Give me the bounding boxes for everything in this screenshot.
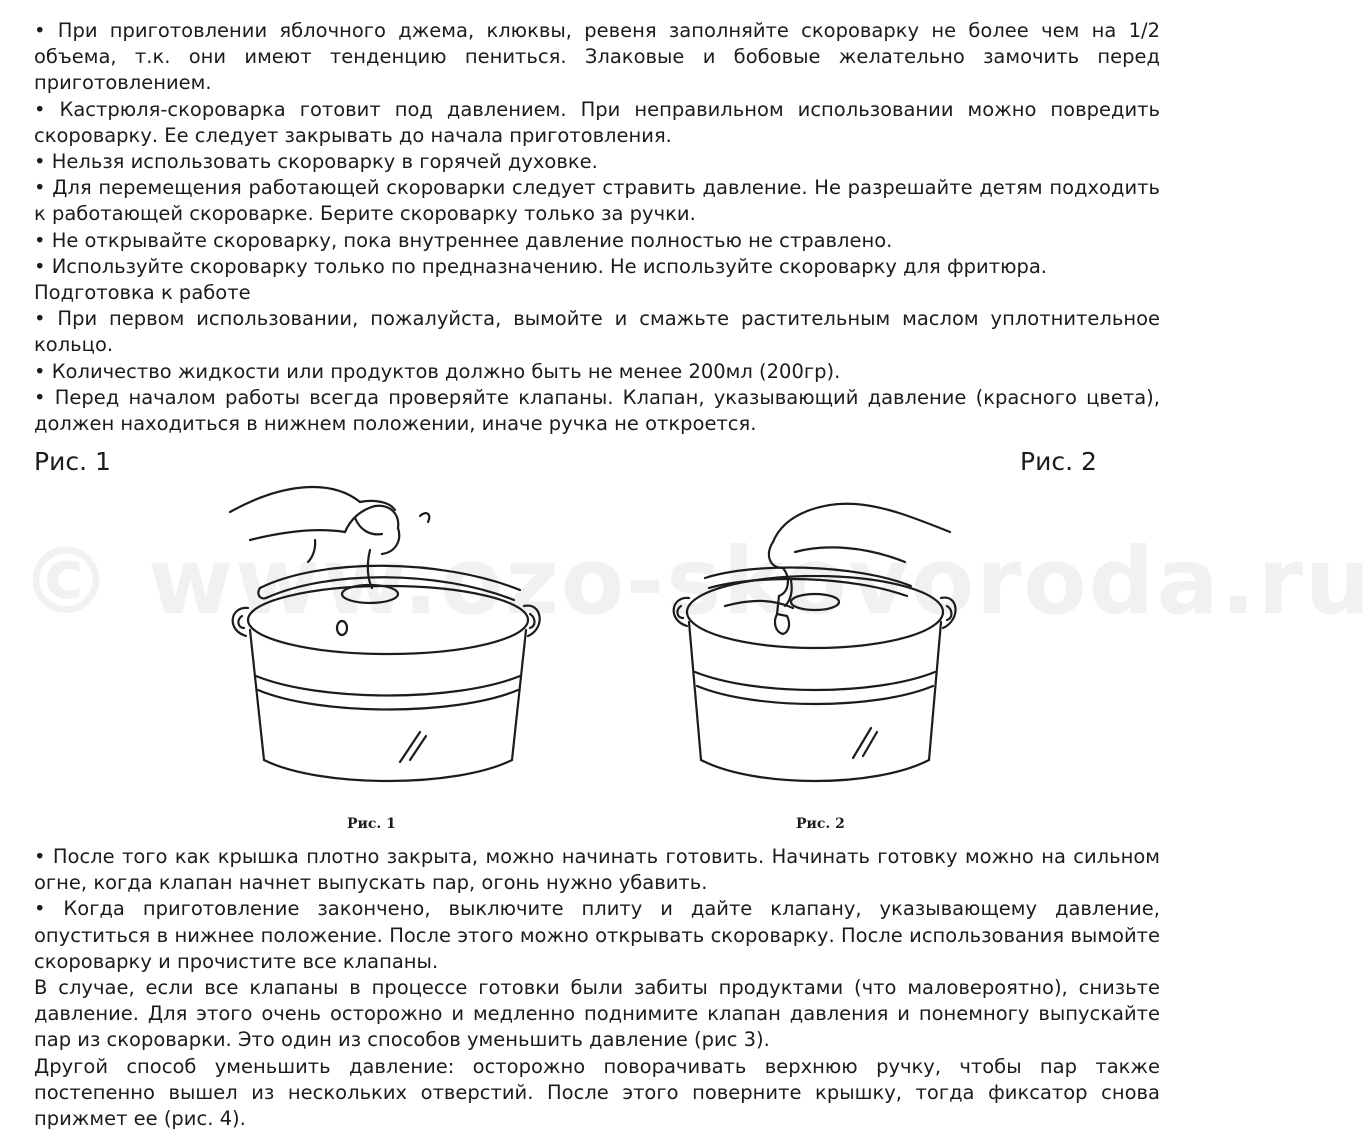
figure-label-right: Рис. 2 <box>1020 447 1097 476</box>
paragraph-first-use: • При первом использовании, пожалуйста, вымойте и смажьте растительным маслом уплотнительное кольцо. <box>34 307 1160 357</box>
figure-1-pressure-cooker-illustration <box>220 470 550 810</box>
top-text-block <box>34 18 1160 437</box>
paragraph-purpose: • Используйте скороварку только по предназначению. Не используйте скороварку для фритюра. <box>34 254 1048 278</box>
figure-2-caption: Рис. 2 <box>796 816 845 832</box>
bottom-text-block <box>34 844 1160 1132</box>
paragraph-start-cooking: • После того как крышка плотно закрыта, можно начинать готовить. Начинать готовку можно на сильном огне, когда клапан начнет выпускать пар, огонь нужно убавить. <box>34 845 1160 895</box>
paragraph-valves: • Перед началом работы всегда проверяйте клапаны. Клапан, указывающий давление (красного цвета), должен находиться в нижнем положении, иначе ручка не откроется. <box>34 385 1160 436</box>
figure-label-left: Рис. 1 <box>34 447 111 476</box>
watermark: © www.ozo-skovoroda.ru <box>20 528 1372 635</box>
paragraph-opening: • Не открывайте скороварку, пока внутреннее давление полностью не стравлено. <box>34 228 893 252</box>
figure-1-caption: Рис. 1 <box>347 816 396 832</box>
paragraph-finish-cooking: • Когда приготовление закончено, выключите плиту и дайте клапану, указывающему давление, опуститься в нижнее положение. После этого можно открывать скороварку. После использования вымойте скороварку и прочистите все клапаны. <box>34 897 1160 973</box>
paragraph-jam: • При приготовлении яблочного джема, клюквы, ревеня заполняйте скороварку не более чем на 1/2 объема, т.к. они имеют тенденцию пениться. Злаковые и бобовые желательно замочить перед приготовлением. <box>34 19 1160 95</box>
figure-2-pressure-cooker-illustration <box>665 482 965 812</box>
paragraph-liquid: • Количество жидкости или продуктов должно быть не менее 200мл (200гр). <box>34 359 841 383</box>
paragraph-oven: • Нельзя использовать скороварку в горячей духовке. <box>34 150 598 174</box>
paragraph-other-method: Другой способ уменьшить давление: осторожно поворачивать верхнюю ручку, чтобы пар также постепенно вышел из нескольких отверстий. После этого поверните крышку, тогда фиксатор снова прижмет ее (рис. 4). <box>34 1054 1160 1131</box>
section-heading-preparation: Подготовка к работе <box>34 281 251 305</box>
paragraph-pressure: • Кастрюля-скороварка готовит под давлением. При неправильном использовании можно повредить скороварку. Ее следует закрывать до начала приготовления. <box>34 97 1160 147</box>
paragraph-clogged-valves: В случае, если все клапаны в процессе готовки были забиты продуктами (что маловероятно), снизьте давление. Для этого очень осторожно и медленно поднимите клапан давления и понемногу выпускайте пар из скороварки. Это один из способов уменьшить давление (рис 3). <box>34 976 1160 1052</box>
paragraph-moving: • Для перемещения работающей скороварки следует стравить давление. Не разрешайте детям подходить к работающей скороварке. Берите скороварку только за ручки. <box>34 176 1160 226</box>
